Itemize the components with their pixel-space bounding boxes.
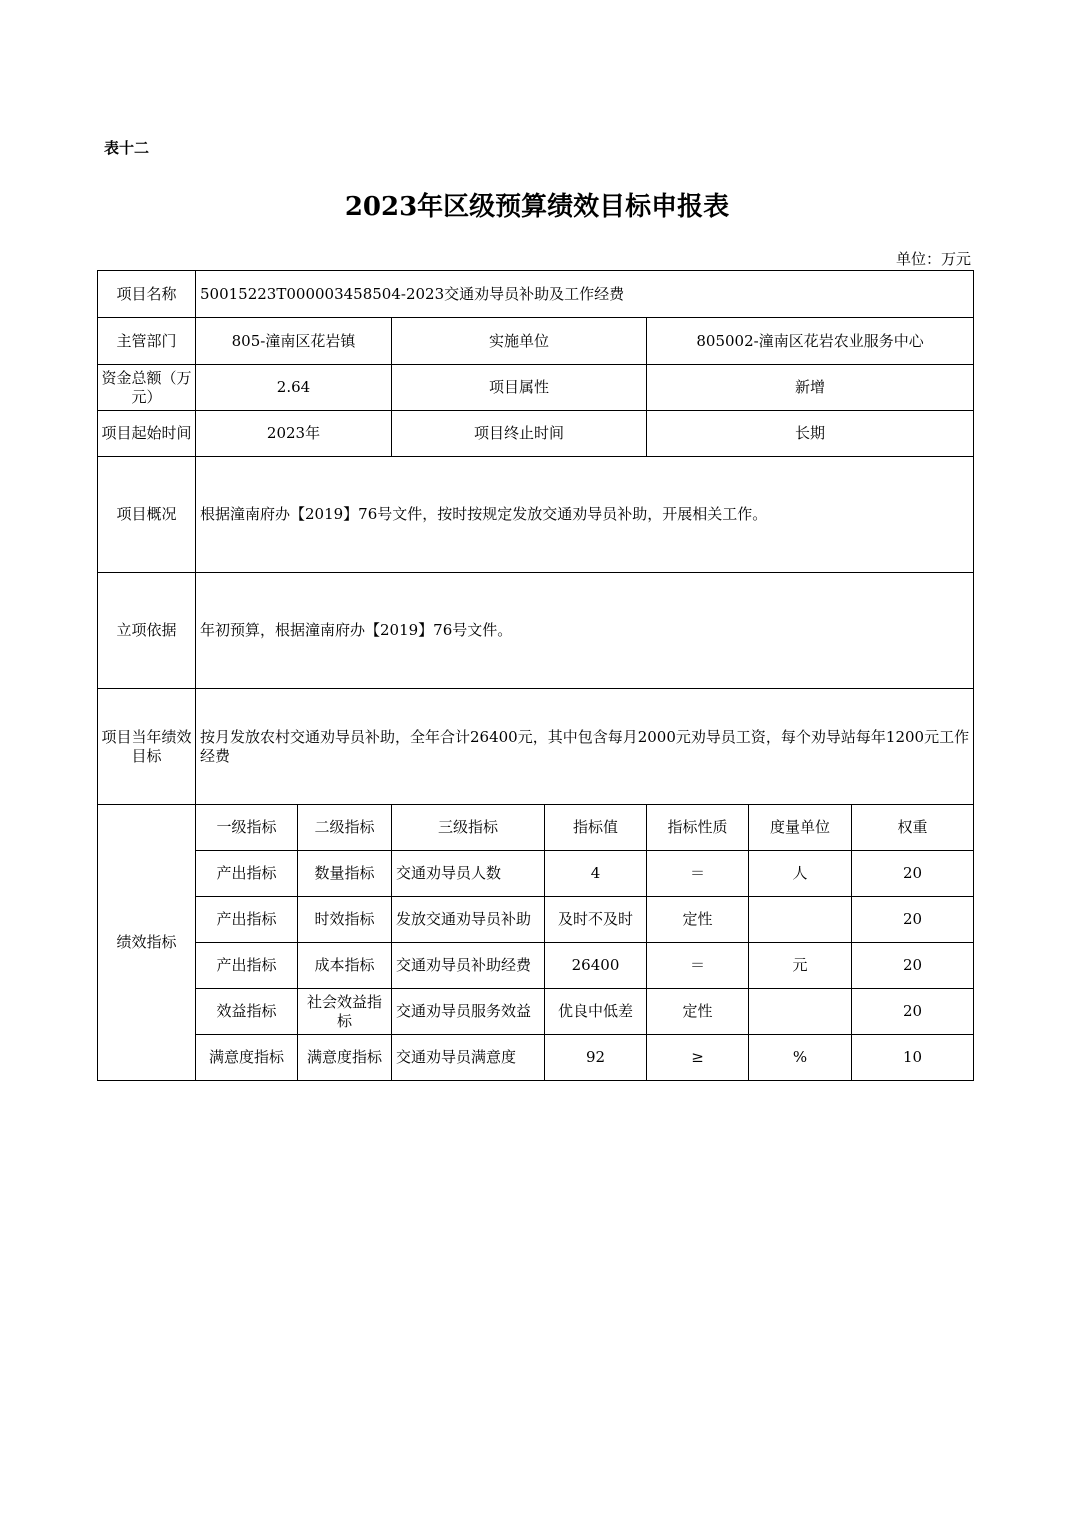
row3-nature: ＝ [647,943,749,989]
row3-level1: 产出指标 [196,943,298,989]
table-row [98,1035,974,1081]
header-nature: 指标性质 [647,805,749,851]
page-title: 2023年区级预算绩效目标申报表 [344,192,730,222]
overview-value: 根据潼南府办【2019】76号文件，按时按规定发放交通劝导员补助，开展相关工作。 [196,457,974,573]
row5-level3: 交通劝导员满意度 [392,1035,545,1081]
attr-label: 项目属性 [392,365,647,411]
header-level1: 一级指标 [196,805,298,851]
dept-value: 805-潼南区花岩镇 [196,318,392,365]
row4-level3: 交通劝导员服务效益 [392,989,545,1035]
table-row [98,989,974,1035]
table-row [98,897,974,943]
funds-value: 2.64 [196,365,392,411]
impl-value: 805002-潼南区花岩农业服务中心 [647,318,974,365]
row3-value: 26400 [545,943,647,989]
header-weight: 权重 [852,805,974,851]
basis-value: 年初预算，根据潼南府办【2019】76号文件。 [196,573,974,689]
overview-label: 项目概况 [98,457,196,573]
row4-weight: 20 [852,989,974,1035]
basis-label: 立项依据 [98,573,196,689]
row2-weight: 20 [852,897,974,943]
row4-level2: 社会效益指标 [298,989,392,1035]
unit-label: 单位：万元 [895,250,971,268]
row1-nature: ＝ [647,851,749,897]
goal-value: 按月发放农村交通劝导员补助，全年合计26400元，其中包含每月2000元劝导员工资，每个劝导站每年1200元工作经费 [196,689,974,805]
row1-level1: 产出指标 [196,851,298,897]
row5-value: 92 [545,1035,647,1081]
header-level2: 二级指标 [298,805,392,851]
performance-target-table [97,270,974,1081]
row4-unit [749,989,852,1035]
row2-value: 及时不及时 [545,897,647,943]
start-label: 项目起始时间 [98,411,196,457]
row3-level3: 交通劝导员补助经费 [392,943,545,989]
dept-label: 主管部门 [98,318,196,365]
start-value: 2023年 [196,411,392,457]
end-value: 长期 [647,411,974,457]
project-name-label: 项目名称 [98,271,196,318]
row3-unit: 元 [749,943,852,989]
row4-level1: 效益指标 [196,989,298,1035]
funds-label: 资金总额（万元） [98,365,196,411]
table-row [98,851,974,897]
row5-level2: 满意度指标 [298,1035,392,1081]
row1-level2: 数量指标 [298,851,392,897]
row5-unit: % [749,1035,852,1081]
indicators-label: 绩效指标 [98,805,196,1081]
project-name-value: 50015223T000003458504-2023交通劝导员补助及工作经费 [196,271,974,318]
row1-value: 4 [545,851,647,897]
row5-nature: ≥ [647,1035,749,1081]
header-unit: 度量单位 [749,805,852,851]
row2-unit [749,897,852,943]
end-label: 项目终止时间 [392,411,647,457]
row5-weight: 10 [852,1035,974,1081]
row1-weight: 20 [852,851,974,897]
table-tag: 表十二 [104,139,150,157]
row3-level2: 成本指标 [298,943,392,989]
row2-level1: 产出指标 [196,897,298,943]
row2-nature: 定性 [647,897,749,943]
row2-level2: 时效指标 [298,897,392,943]
row4-value: 优良中低差 [545,989,647,1035]
attr-value: 新增 [647,365,974,411]
row2-level3: 发放交通劝导员补助 [392,897,545,943]
table-row [98,943,974,989]
impl-label: 实施单位 [392,318,647,365]
row1-level3: 交通劝导员人数 [392,851,545,897]
row5-level1: 满意度指标 [196,1035,298,1081]
header-level3: 三级指标 [392,805,545,851]
row3-weight: 20 [852,943,974,989]
row1-unit: 人 [749,851,852,897]
row4-nature: 定性 [647,989,749,1035]
goal-label: 项目当年绩效目标 [98,689,196,805]
header-value: 指标值 [545,805,647,851]
